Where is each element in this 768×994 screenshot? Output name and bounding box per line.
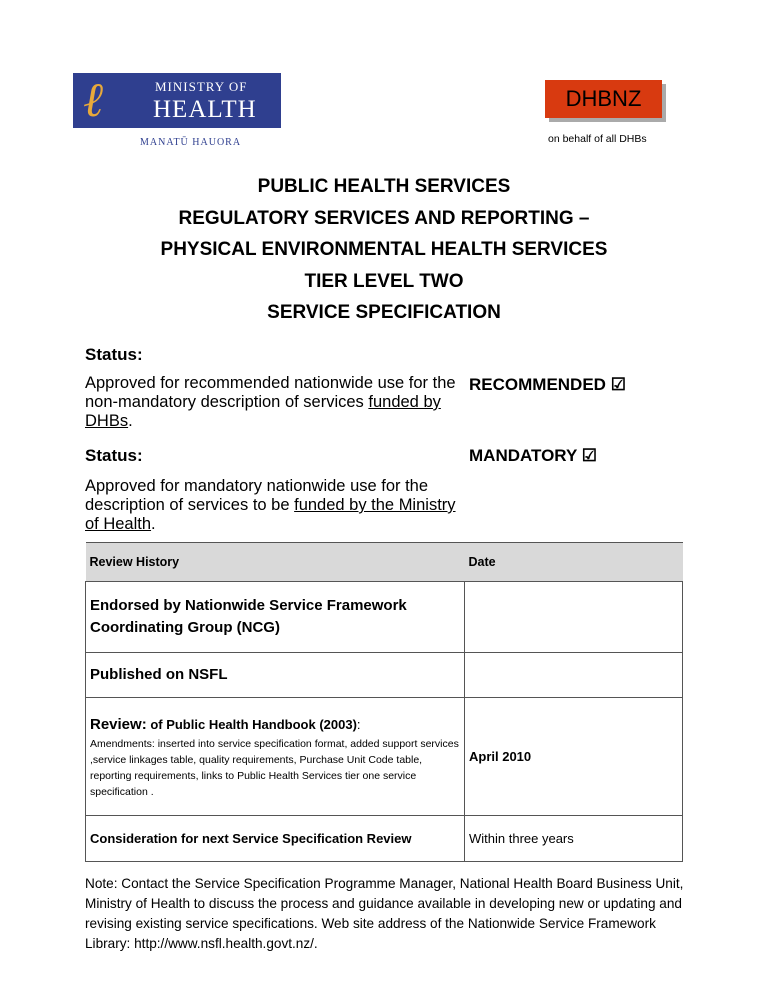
status-description: Approved for mandatory nationwide use for the description of services to be funded by the Ministry of Health. [85,477,456,533]
document-title [0,171,768,329]
row-detail: Amendments: inserted into service specification format, added support services ,service linkages table, quality requirements, Purchase Unit Code table, reporting requirements, links to Public Health Services tier one service specification . [90,737,459,798]
table-row [86,582,683,653]
koru-icon: ℓ [83,73,103,128]
row-title: Endorsed by Nationwide Service Framework Coordinating Group (NCG) [86,582,465,653]
logo-line2: HEALTH [153,96,257,123]
title-line: PHYSICAL ENVIRONMENTAL HEALTH SERVICES [160,239,608,260]
row-title: Review: of Public Health Handbook (2003): Amendments: inserted into service specification format, added support services ,service linkages table, quality requirements, Purchase Unit Code table, reporting requirements, links to Public Health Services tier one service specification . [86,698,465,816]
status-label: Status: [85,345,143,364]
table-row [86,698,683,816]
header-date: Date [465,543,683,582]
checkbox-checked-icon: ☑ [610,375,626,394]
row-date: Within three years [465,816,683,862]
status-recommended-block [85,344,683,431]
status-description: Approved for recommended nationwide use for the non-mandatory description of services funded by DHBs. [85,374,456,430]
logo-subtitle: MANATŪ HAUORA [140,137,242,148]
row-title: Published on NSFL [86,653,465,698]
title-line: TIER LEVEL TWO [304,270,464,292]
status-mandatory-block [85,445,683,534]
mandatory-badge: MANDATORY ☑ [469,446,597,465]
row-title: Consideration for next Service Specification Review [86,816,465,862]
title-line: REGULATORY SERVICES AND REPORTING – [178,207,590,229]
funded-link: funded by the Ministry of Health [85,496,456,533]
funded-link: funded by DHBs [85,393,441,430]
review-history-table [85,542,683,862]
dhbnz-logo: DHBNZ [545,80,662,118]
logo-line1: MINISTRY OF [155,79,248,94]
dhbnz-caption: on behalf of all DHBs [548,133,647,145]
table-row [86,816,683,862]
table-row [86,653,683,698]
header-review-history: Review History [86,543,465,582]
title-line: SERVICE SPECIFICATION [267,302,501,323]
row-date [465,582,683,653]
document-body [85,344,683,954]
recommended-badge: RECOMMENDED ☑ [469,375,626,394]
note-text: Note: Contact the Service Specification Programme Manager, National Health Board Business Unit, Ministry of Health to discuss the process and guidance available in developing new or updating and revising existing service specifications. Web site address of the Nationwide Service Framework Library: http://www.nsfl.health.govt.nz/. [85,876,684,951]
table-header [86,543,683,582]
row-date [465,653,683,698]
ministry-of-health-logo [73,73,281,128]
checkbox-checked-icon: ☑ [581,446,597,465]
row-date: April 2010 [465,698,683,816]
status-left [85,344,463,431]
title-line: PUBLIC HEALTH SERVICES [257,176,511,197]
status-left [85,445,463,534]
status-label: Status: [85,446,143,465]
